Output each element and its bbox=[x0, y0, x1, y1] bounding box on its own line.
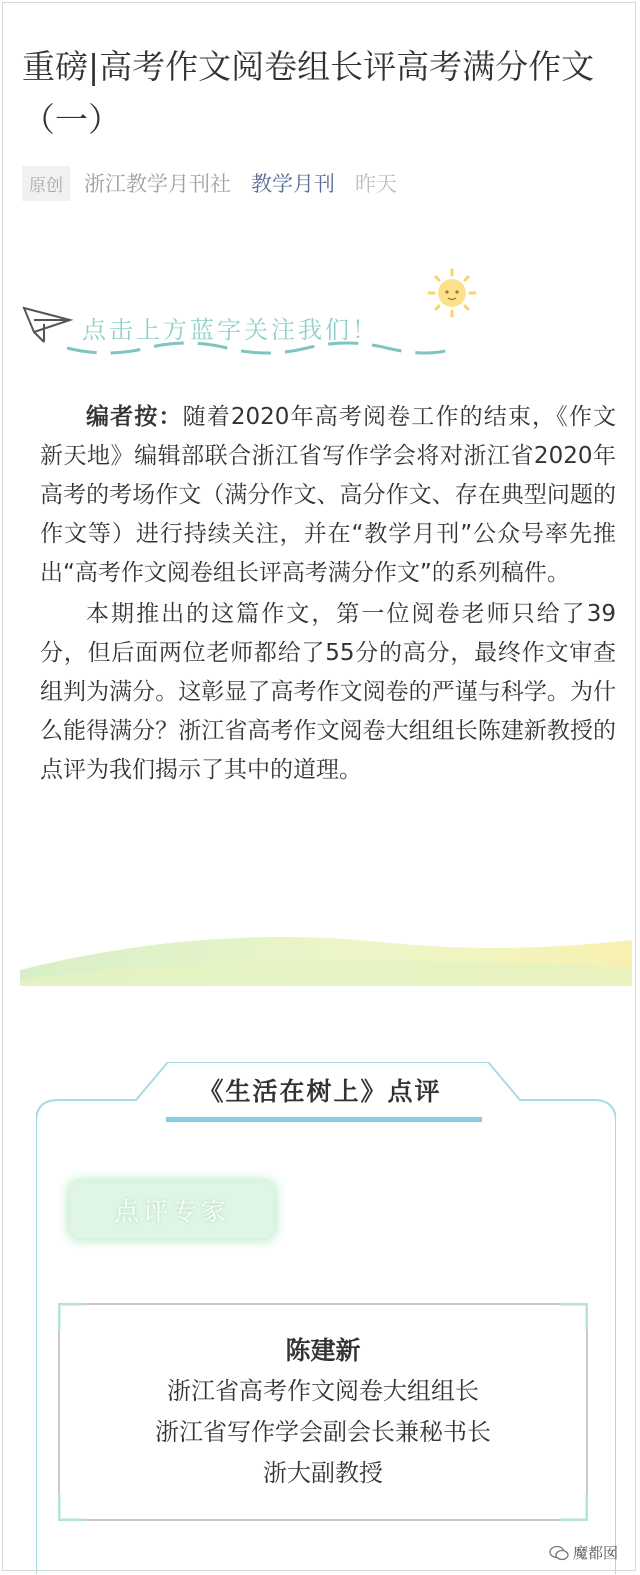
decorative-wave bbox=[20, 930, 632, 986]
expert-role-1: 浙江省高考作文阅卷大组组长 bbox=[167, 1377, 479, 1405]
editor-note-paragraph-1: 编者按：随着2020年高考阅卷工作的结束，《作文新天地》编辑部联合浙江省写作学会将对浙江省2020年高考的考场作文（满分作文、高分作文、存在典型问题的作文等）进行持续关注，并在“教学月刊”公众号率先推出“高考作文阅卷组长评高考满分作文”的系列稿件。 bbox=[40, 404, 616, 586]
expert-role-2: 浙江省写作学会副会长兼秘书长 bbox=[155, 1418, 491, 1446]
original-badge: 原创 bbox=[22, 166, 70, 201]
editor-note bbox=[40, 398, 616, 792]
sun-icon bbox=[427, 268, 477, 318]
watermark bbox=[549, 1542, 618, 1563]
watermark-text: 魔都囡 bbox=[572, 1544, 618, 1562]
wechat-icon bbox=[549, 1545, 569, 1561]
review-title: 《生活在树上》点评 bbox=[198, 1077, 442, 1106]
article-title: 重磅|高考作文阅卷组长评高考满分作文（一） bbox=[22, 47, 595, 139]
expert-tag: 点评专家 bbox=[70, 1182, 274, 1238]
editor-note-paragraph-2: 本期推出的这篇作文，第一位阅卷老师只给了39分，但后面两位老师都给了55分的高分，最终作文审查组判为满分。这彰显了高考作文阅卷的严谨与科学。为什么能得满分？浙江省高考作文阅卷大组组长陈建新教授的点评为我们揭示了其中的道理。 bbox=[40, 601, 616, 783]
expert-card bbox=[58, 1330, 588, 1494]
follow-banner[interactable] bbox=[22, 280, 482, 370]
publish-time: 昨天 bbox=[355, 172, 397, 196]
author-link[interactable]: 教学月刊 bbox=[251, 172, 335, 196]
editor-note-label: 编者按： bbox=[86, 404, 183, 430]
account-name[interactable]: 浙江教学月刊社 bbox=[84, 172, 231, 196]
expert-name: 陈建新 bbox=[285, 1336, 361, 1365]
follow-text: 点击上方蓝字关注我们！ bbox=[82, 316, 379, 344]
expert-role-3: 浙大副教授 bbox=[263, 1459, 383, 1487]
article-meta bbox=[22, 166, 397, 200]
